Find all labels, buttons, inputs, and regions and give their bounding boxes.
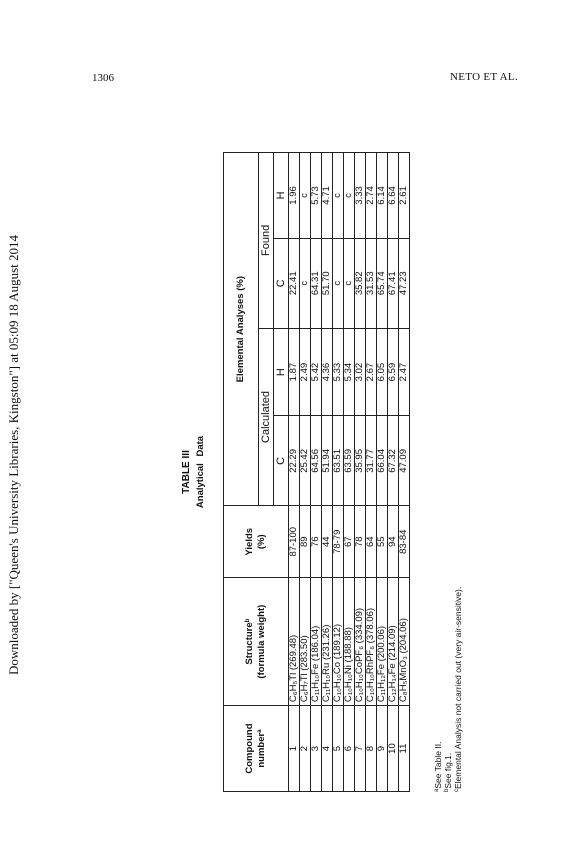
footnote-b	[443, 587, 453, 792]
header-calculated: Calculated	[259, 328, 274, 506]
footnote-mark: b	[444, 788, 450, 792]
calc-h-value: 5.34	[344, 328, 355, 416]
header-compound	[224, 706, 289, 792]
compound-number: 2	[300, 706, 311, 792]
found-h-value: 6.14	[377, 153, 388, 239]
header-structure	[224, 578, 289, 706]
compound-number: 7	[355, 706, 366, 792]
table-row	[377, 153, 388, 792]
calc-c-value: 63.51	[333, 416, 344, 506]
header-structure-note: b	[245, 618, 251, 623]
calc-c-value: 67.32	[388, 416, 399, 506]
found-c-value: c	[300, 238, 311, 328]
compound-number: 3	[311, 706, 322, 792]
calc-c-value: 64.56	[311, 416, 322, 506]
found-h-value: 5.73	[311, 153, 322, 239]
calc-c-value: 22.29	[289, 416, 300, 506]
page-number: 1306	[92, 72, 114, 84]
structure-formula: C₁₀H₁₀Co (189.12)	[333, 578, 344, 706]
table-subtitle: Analytical Data	[195, 435, 206, 509]
found-c-value: 47.23	[399, 238, 410, 328]
header-compound-label: Compound	[244, 723, 255, 774]
yield-value: 67	[344, 506, 355, 578]
structure-formula: C₁₀H₁₀CoPF₆ (334.09)	[355, 578, 366, 706]
table-row	[388, 153, 399, 792]
header-structure-sub: (formula weight)	[256, 604, 267, 679]
table-row	[366, 153, 377, 792]
running-head: NETO ET AL.	[450, 71, 518, 83]
footnote-text: Elemental Analysis not carried out (very air-sensitive).	[453, 586, 463, 789]
table-row	[322, 153, 333, 792]
calc-h-value: 2.67	[366, 328, 377, 416]
yield-value: 87-100	[289, 506, 300, 578]
download-watermark: Downloaded by ["Queen's University Libraries, Kingston"] at 05:09 18 August 2014	[6, 234, 21, 676]
calc-c-value: 35.95	[355, 416, 366, 506]
found-h-value: c	[344, 153, 355, 239]
found-h-value: 3.33	[355, 153, 366, 239]
footnote-text: See Table II.	[433, 741, 443, 789]
header-yields-label: Yields	[244, 527, 255, 556]
header-yields-sub: (%)	[256, 534, 267, 550]
header-compound-note: a	[257, 729, 263, 733]
header-yields	[224, 506, 289, 578]
found-c-value: 67.41	[388, 238, 399, 328]
found-h-value: 2.74	[366, 153, 377, 239]
footnote-a	[433, 587, 443, 792]
calc-h-value: 6.05	[377, 328, 388, 416]
calc-c-value: 66.04	[377, 416, 388, 506]
calc-c-value: 31.77	[366, 416, 377, 506]
analytical-data-table	[223, 152, 410, 792]
calc-c-value: 63.59	[344, 416, 355, 506]
yield-value: 78	[355, 506, 366, 578]
table-row	[333, 153, 344, 792]
header-found: Found	[259, 153, 274, 329]
compound-number: 5	[333, 706, 344, 792]
header-elemental: Elemental Analyses (%)	[224, 153, 259, 506]
header-found-c: C	[274, 238, 289, 328]
header-calc-c: C	[274, 416, 289, 506]
found-h-value: c	[300, 153, 311, 239]
table-row	[311, 153, 322, 792]
compound-number: 10	[388, 706, 399, 792]
calc-c-value: 47.09	[399, 416, 410, 506]
calc-h-value: 1.87	[289, 328, 300, 416]
calc-h-value: 5.33	[333, 328, 344, 416]
found-c-value: 35.82	[355, 238, 366, 328]
yield-value: 64	[366, 506, 377, 578]
yield-value: 76	[311, 506, 322, 578]
yield-value: 94	[388, 506, 399, 578]
yield-value: 55	[377, 506, 388, 578]
structure-formula: C₁₁H₁₀Ru (231.26)	[322, 578, 333, 706]
found-h-value: c	[333, 153, 344, 239]
compound-number: 8	[366, 706, 377, 792]
calc-h-value: 5.42	[311, 328, 322, 416]
calc-h-value: 4.36	[322, 328, 333, 416]
table-title: TABLE III	[181, 450, 192, 494]
calc-c-value: 25.42	[300, 416, 311, 506]
table-row	[300, 153, 311, 792]
yield-value: 83-84	[399, 506, 410, 578]
table-row	[399, 153, 410, 792]
found-h-value: 6.64	[388, 153, 399, 239]
table-row	[289, 153, 300, 792]
found-h-value: 4.71	[322, 153, 333, 239]
footnote-mark: c	[454, 789, 460, 792]
structure-formula: C₈H₅MnO₃ (204.06)	[399, 578, 410, 706]
structure-formula: C₁₁H₁₂Fe (200.06)	[377, 578, 388, 706]
found-h-value: 1.96	[289, 153, 300, 239]
footnote-c	[453, 587, 463, 792]
header-structure-label: Structure	[244, 622, 255, 665]
compound-number: 9	[377, 706, 388, 792]
calc-h-value: 6.59	[388, 328, 399, 416]
found-h-value: 2.61	[399, 153, 410, 239]
compound-number: 11	[399, 706, 410, 792]
header-compound-sub: number	[256, 732, 267, 768]
table-body	[289, 153, 410, 792]
table-row	[355, 153, 366, 792]
found-c-value: c	[333, 238, 344, 328]
table-footnotes	[433, 587, 463, 792]
found-c-value: 31.53	[366, 238, 377, 328]
structure-formula: C₆H₅Tl (269.48)	[289, 578, 300, 706]
structure-formula: C₁₀H₁₀RhPF₆ (378.06)	[366, 578, 377, 706]
yield-value: 44	[322, 506, 333, 578]
footnote-text: See fig.1.	[443, 752, 453, 789]
calc-h-value: 2.47	[399, 328, 410, 416]
structure-formula: C₁₂H₁₄Fe (214.09)	[388, 578, 399, 706]
calc-h-value: 2.49	[300, 328, 311, 416]
yield-value: 89	[300, 506, 311, 578]
compound-number: 1	[289, 706, 300, 792]
found-c-value: 64.31	[311, 238, 322, 328]
calc-c-value: 51.94	[322, 416, 333, 506]
table-row	[344, 153, 355, 792]
found-c-value: 65.74	[377, 238, 388, 328]
footnote-mark: a	[434, 788, 440, 792]
calc-h-value: 3.02	[355, 328, 366, 416]
structure-formula: C₆H₇Tl (283.50)	[300, 578, 311, 706]
found-c-value: 51.70	[322, 238, 333, 328]
found-c-value: 22.41	[289, 238, 300, 328]
structure-formula: C₁₁H₁₀Fe (186.04)	[311, 578, 322, 706]
compound-number: 4	[322, 706, 333, 792]
yield-value: 78-79	[333, 506, 344, 578]
found-c-value: c	[344, 238, 355, 328]
header-found-h: H	[274, 153, 289, 239]
header-calc-h: H	[274, 328, 289, 416]
structure-formula: C₁₀H₁₀Ni (188.88)	[344, 578, 355, 706]
rotated-table-content	[181, 152, 481, 792]
compound-number: 6	[344, 706, 355, 792]
